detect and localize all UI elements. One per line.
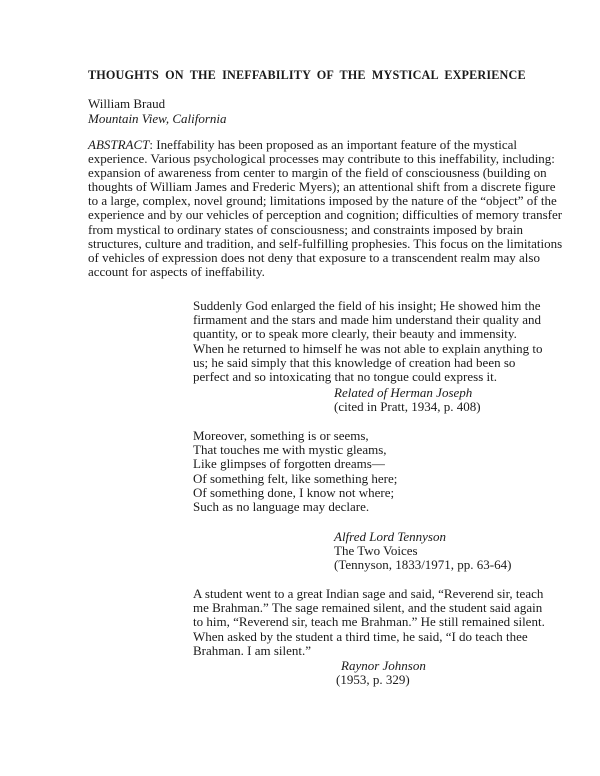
epigraph-line: us; he said simply that this knowledge of creation had been so (193, 354, 516, 370)
abstract-line: of vehicles of expression does not deny that exposure to a transcendent realm may also (88, 249, 540, 265)
epigraph-line: perfect and so intoxicating that no tongue could express it. (193, 369, 497, 385)
epigraph-source: The Two Voices (334, 543, 418, 559)
epigraph-line: A student went to a great Indian sage and said, “Reverend sir, teach (193, 586, 544, 601)
epigraph-source: (cited in Pratt, 1934, p. 408) (334, 399, 481, 415)
epigraph-line: When asked by the student a third time, he said, “I do teach thee (193, 628, 528, 644)
epigraph-tennyson-stanza-2 (193, 472, 573, 515)
epigraph-attribution: Alfred Lord Tennyson (334, 529, 446, 544)
abstract-line: experience. Various psychological processes may contribute to this ineffability, including: (88, 151, 555, 167)
abstract-line: from mystical to ordinary states of consciousness; and constraints imposed by brain (88, 221, 524, 237)
abstract-line: account for aspects of ineffability. (88, 263, 265, 279)
poem-line: Of something done, I know not where; (193, 485, 395, 501)
author-affiliation: Mountain View, California (88, 111, 227, 126)
poem-line: Like glimpses of forgotten dreams— (193, 456, 385, 472)
poem-line: Moreover, something is or seems, (193, 428, 369, 443)
epigraph-attribution: Raynor Johnson (341, 658, 426, 673)
epigraph-tennyson-stanza-1 (193, 429, 573, 472)
epigraph-citation (334, 386, 481, 414)
abstract-line: experience and by our vehicles of perception and cognition; difficulties of memory transfer (88, 207, 563, 223)
epigraph-source: (1953, p. 329) (336, 672, 410, 688)
abstract-line: ABSTRACT: Ineffability has been proposed as an important feature of the mystical (88, 137, 518, 152)
epigraph-citation (336, 659, 426, 687)
epigraph-attribution: Related of Herman Joseph (334, 385, 473, 400)
epigraph-line: quantity, or to speak more clearly, their beauty and immensity. (193, 326, 517, 342)
epigraph-citation (334, 530, 511, 573)
epigraph-source: (Tennyson, 1833/1971, pp. 63-64) (334, 557, 512, 573)
abstract-label: ABSTRACT (88, 137, 150, 152)
paper-title: THOUGHTS ON THE INEFFABILITY OF THE MYSTICAL EXPERIENCE (88, 68, 526, 82)
epigraph-line: firmament and the stars and made him understand their quality and (193, 312, 542, 328)
epigraph-line: me Brahman.” The sage remained silent, and the student said again (193, 600, 543, 616)
abstract-line: structures, culture and tradition, and self-fulfilling prophesies. This focus on the limitations (88, 235, 563, 251)
epigraph-raynor-johnson (193, 587, 573, 658)
poem-line: Of something felt, like something here; (193, 471, 398, 486)
abstract (88, 138, 564, 279)
author-name: William Braud (88, 96, 166, 111)
poem-line: That touches me with mystic gleams, (193, 442, 387, 458)
epigraph-line: Suddenly God enlarged the field of his insight; He showed him the (193, 298, 541, 313)
epigraph-line: Brahman. I am silent.” (193, 642, 312, 658)
abstract-line: expansion of awareness from center to margin of the field of consciousness (building on (88, 165, 547, 181)
poem-line: Such as no language may declare. (193, 499, 370, 515)
abstract-line: to a large, complex, novel ground; limitations imposed by the nature of the “object” of the (88, 193, 557, 209)
abstract-line: thoughts of William James and Frederic Myers); an attentional shift from a discrete figure (88, 179, 556, 195)
epigraph-line: to him, “Reverend sir, teach me Brahman.” He still remained silent. (193, 614, 545, 630)
epigraph-herman-joseph (193, 299, 573, 384)
epigraph-line: When he returned to himself he was not able to explain anything to (193, 340, 543, 356)
